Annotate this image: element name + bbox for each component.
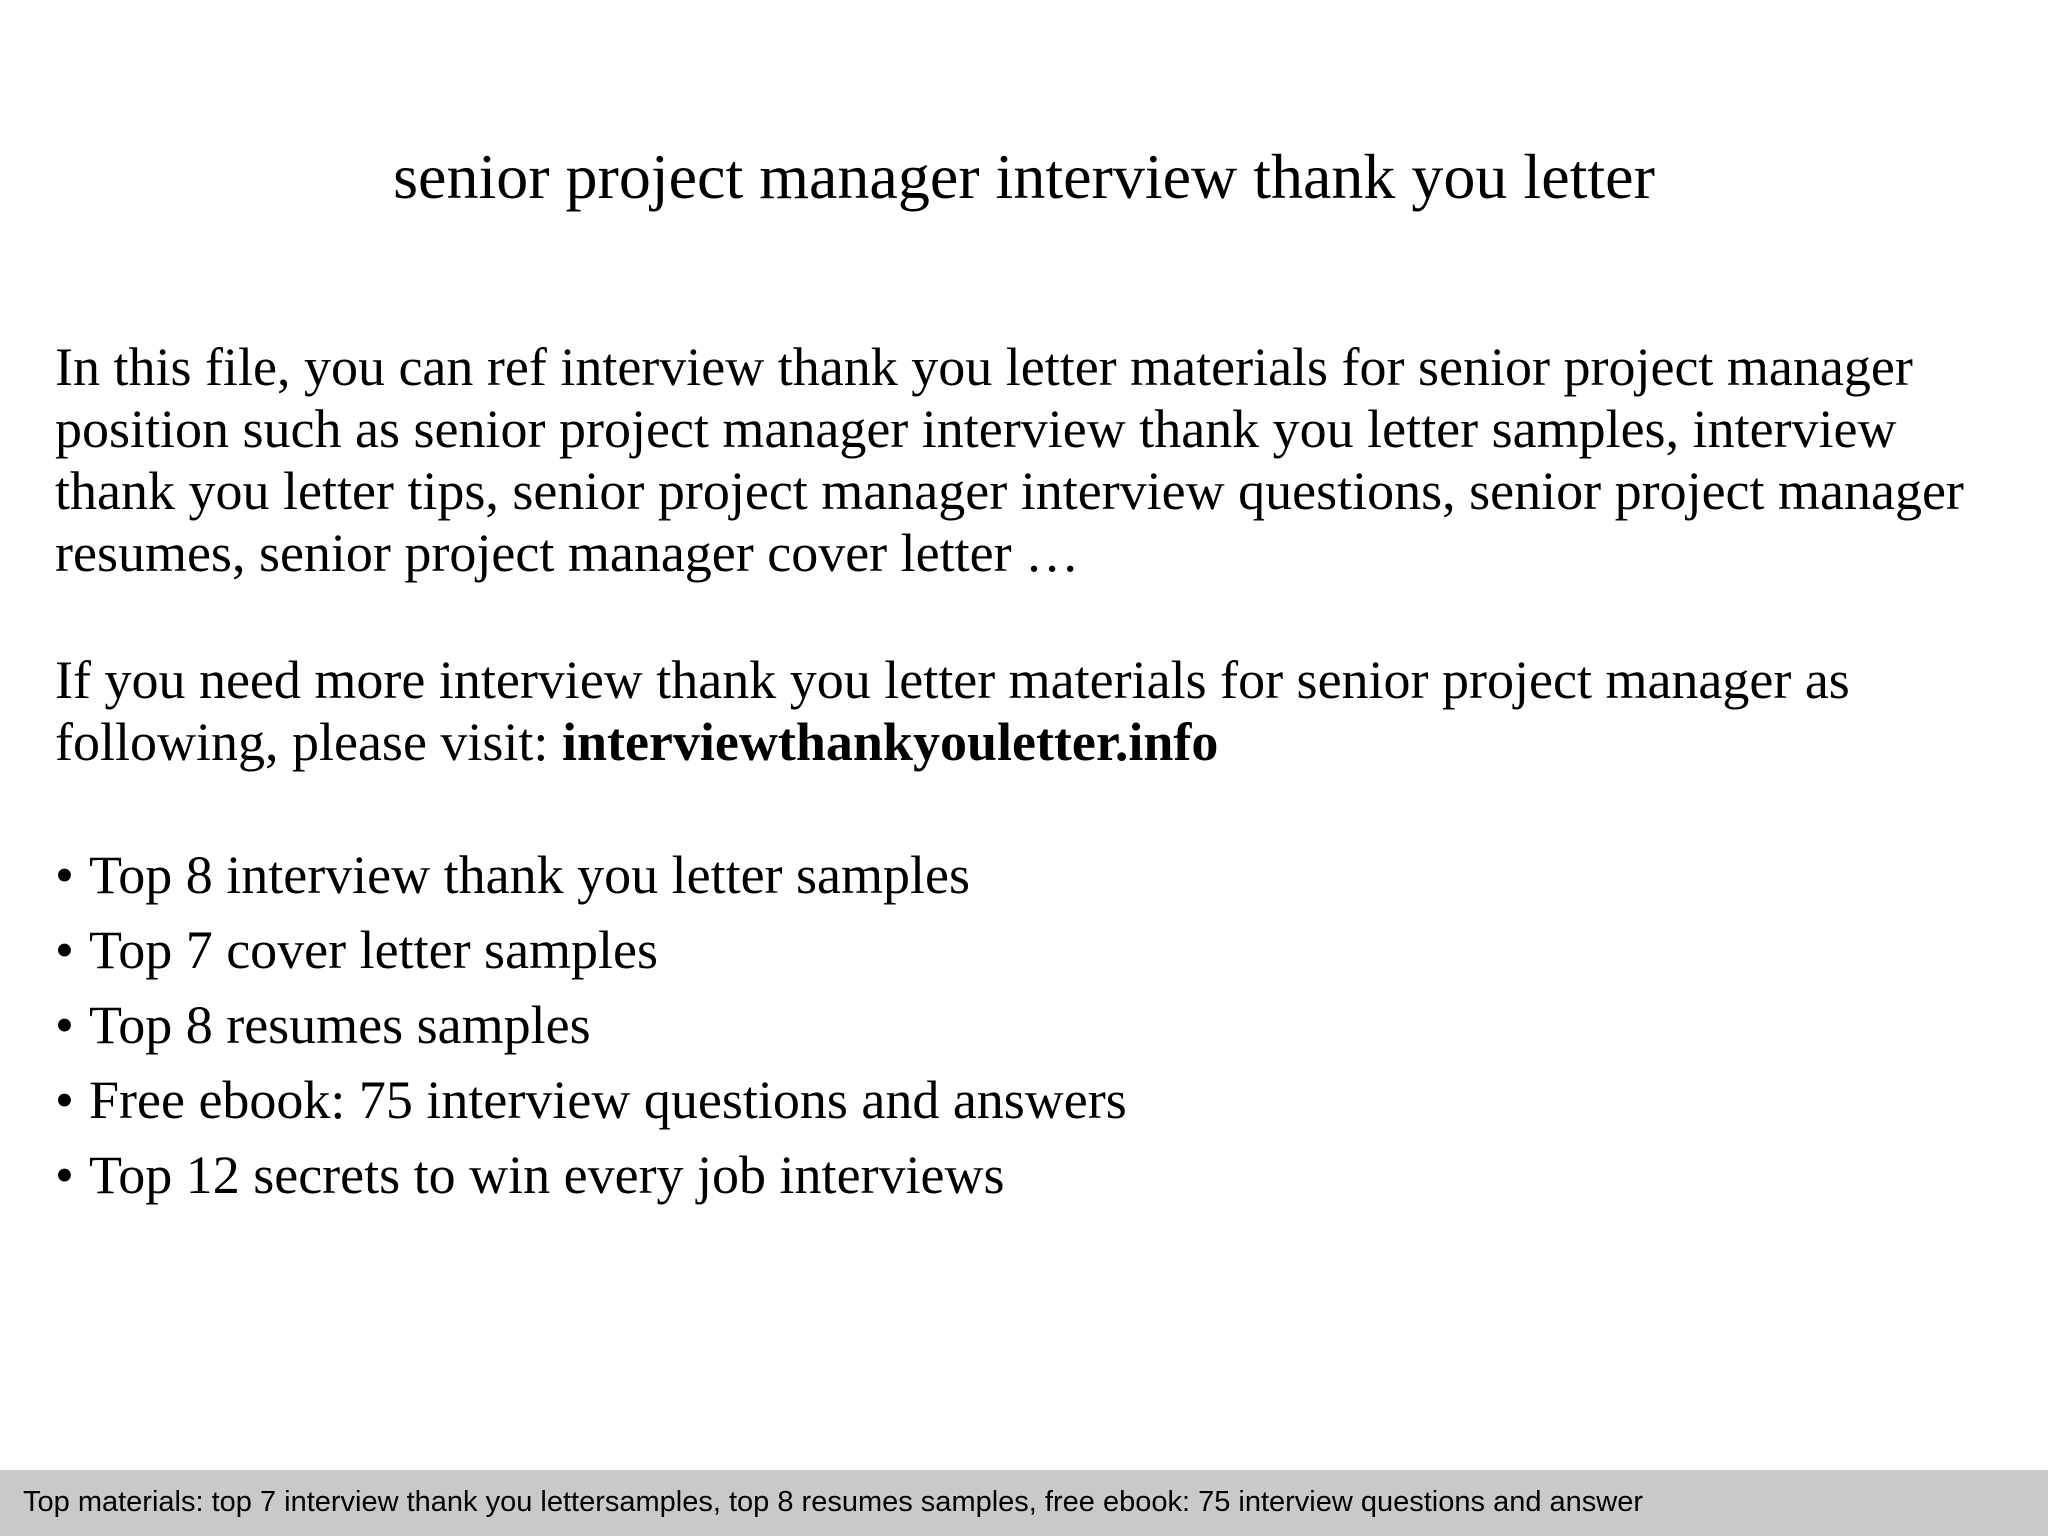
list-item bbox=[55, 913, 1955, 988]
list-item-label: Top 12 secrets to win every job interviews bbox=[89, 1145, 1005, 1205]
visit-link[interactable]: interviewthankyouletter.info bbox=[561, 712, 1219, 772]
visit-paragraph bbox=[55, 649, 2005, 773]
intro-paragraph: In this file, you can ref interview thank you letter materials for senior project manager position such as senior project manager interview thank you letter samples, interview thank you letter tips, senior project manager interview questions, senior project manager resumes, senior project manager cover letter … bbox=[55, 337, 1964, 583]
list-item bbox=[55, 1063, 1955, 1138]
visit-paragraph-text: If you need more interview thank you letter materials for senior project manager as following, please visit: bbox=[55, 650, 1850, 772]
bullet-icon: • bbox=[55, 1070, 74, 1130]
bullet-icon: • bbox=[55, 845, 74, 905]
list-item-label: Top 8 interview thank you letter samples bbox=[89, 845, 971, 905]
list-item bbox=[55, 838, 1955, 913]
bullet-icon: • bbox=[55, 1145, 74, 1205]
footer-bar bbox=[0, 1470, 2048, 1536]
list-item-label: Free ebook: 75 interview questions and answers bbox=[89, 1070, 1127, 1130]
bullet-icon: • bbox=[55, 920, 74, 980]
list-item-label: Top 7 cover letter samples bbox=[89, 920, 659, 980]
footer-text: Top materials: top 7 interview thank you lettersamples, top 8 resumes samples, free ebook: 75 interview questions and answer bbox=[23, 1486, 1643, 1518]
list-item bbox=[55, 1138, 1955, 1213]
bullet-icon: • bbox=[55, 995, 74, 1055]
list-item-label: Top 8 resumes samples bbox=[89, 995, 591, 1055]
page-title: senior project manager interview thank you letter bbox=[393, 141, 1655, 212]
list-item bbox=[55, 988, 1955, 1063]
materials-list bbox=[55, 838, 1955, 1213]
